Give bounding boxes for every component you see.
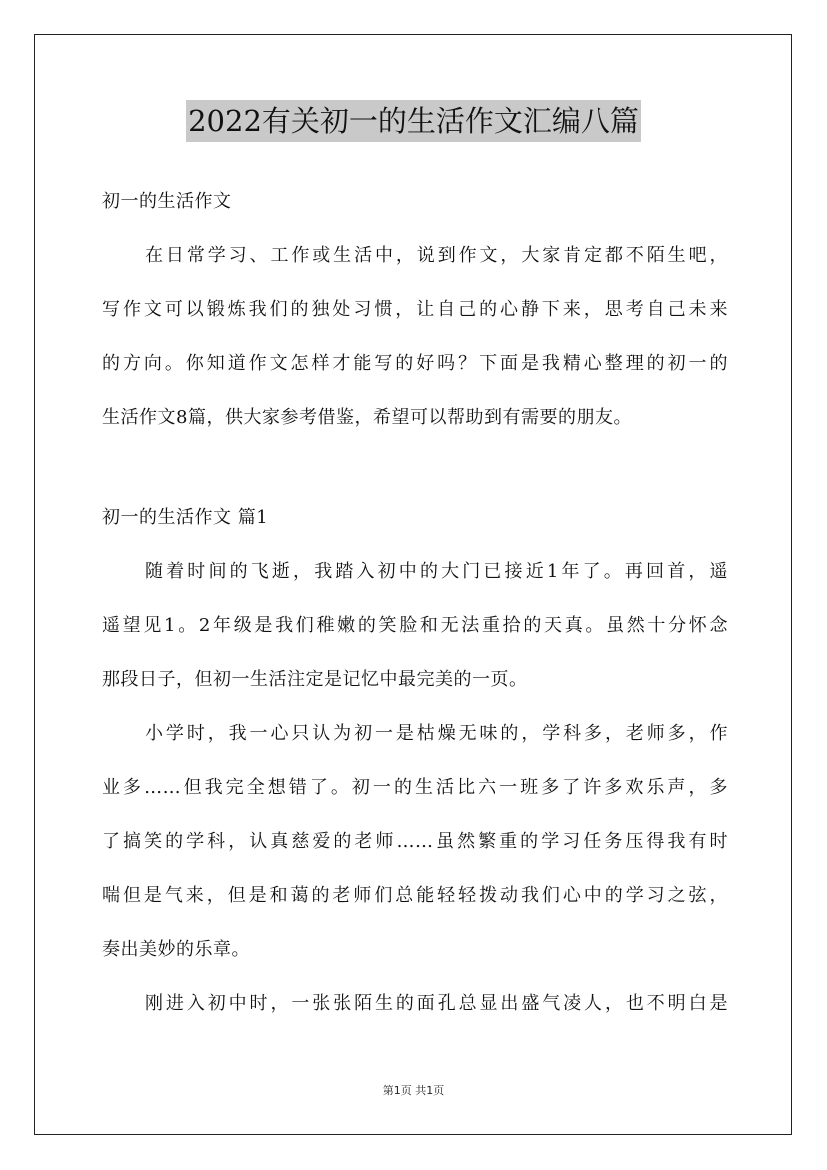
paragraph-line: 刚进入初中时，一张张陌生的面孔总显出盛气凌人，也不明白是	[145, 993, 728, 1014]
paragraph-line: 了搞笑的学科，认真慈爱的老师……虽然繁重的学习任务压得我有时	[102, 831, 728, 852]
paragraph-line: 那段日子，但初一生活注定是记忆中最完美的一页。	[102, 669, 528, 690]
document-body	[102, 175, 728, 1031]
document-title: 2022有关初一的生活作文汇编八篇	[186, 100, 641, 142]
intro-heading: 初一的生活作文	[102, 191, 232, 212]
section1-heading: 初一的生活作文 篇1	[102, 507, 269, 528]
intro-line: 写作文可以锻炼我们的独处习惯，让自己的心静下来，思考自己未来	[102, 299, 728, 320]
title-wrap	[0, 100, 827, 142]
paragraph-line: 奏出美妙的乐章。	[102, 939, 250, 960]
paragraph-line: 喘但是气来，但是和蔼的老师们总能轻轻拨动我们心中的学习之弦，	[102, 885, 728, 906]
page-footer: 第1页 共1页	[382, 1084, 445, 1097]
paragraph-line: 随着时间的飞逝，我踏入初中的大门已接近1年了。再回首，遥	[145, 561, 728, 582]
intro-line: 生活作文8篇，供大家参考借鉴，希望可以帮助到有需要的朋友。	[102, 407, 632, 428]
section-gap	[102, 445, 728, 491]
intro-line: 在日常学习、工作或生活中，说到作文，大家肯定都不陌生吧，	[145, 245, 728, 266]
paragraph-line: 小学时，我一心只认为初一是枯燥无味的，学科多，老师多，作	[145, 723, 728, 744]
paragraph-line: 遥望见1。2年级是我们稚嫩的笑脸和无法重拾的天真。虽然十分怀念	[102, 615, 728, 636]
paragraph-line: 业多……但我完全想错了。初一的生活比六一班多了许多欢乐声，多	[102, 777, 728, 798]
intro-line: 的方向。你知道作文怎样才能写的好吗？下面是我精心整理的初一的	[102, 353, 728, 374]
